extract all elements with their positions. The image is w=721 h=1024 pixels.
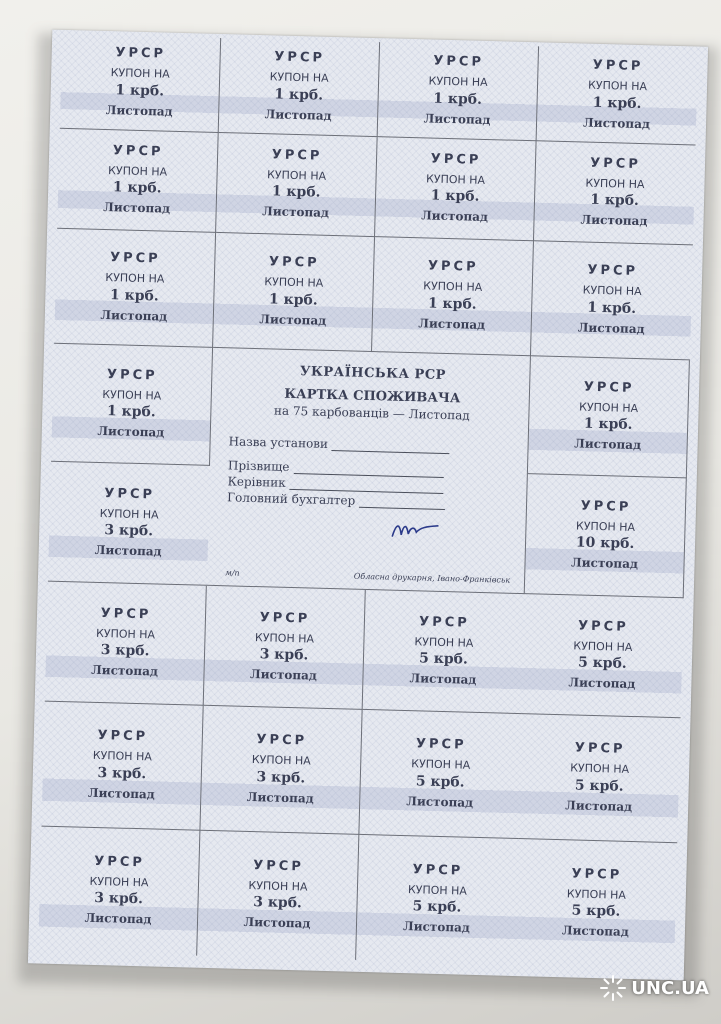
signature-icon <box>390 517 441 542</box>
coupon: УРСР КУПОН НА 5 крб. Листопад <box>518 714 680 843</box>
coupon: УРСР КУПОН НА 1 крб. Листопад <box>213 233 375 352</box>
coupon: УРСР КУПОН НА 3 крб. Листопад <box>48 462 210 586</box>
coupon: УРСР КУПОН НА 1 крб. Листопад <box>219 38 380 137</box>
coupon: УРСР КУПОН НА 3 крб. Листопад <box>45 582 207 706</box>
coupon: УРСР КУПОН НА 1 крб. Листопад <box>534 141 696 245</box>
coupon: УРСР КУПОН НА 3 крб. Листопад <box>197 831 359 960</box>
field-surname: Прізвище <box>228 458 513 479</box>
sunburst-icon <box>599 974 627 1002</box>
card-subtitle: на 75 карбованців — Листопад <box>273 403 470 423</box>
stamp-label: м/п <box>225 568 240 578</box>
coupon: УРСР КУПОН НА 5 крб. Листопад <box>515 839 677 968</box>
coupon: УРСР КУПОН НА 1 крб. Листопад <box>537 46 698 145</box>
card-title: КАРТКА СПОЖИВАЧА <box>284 386 461 407</box>
coupon: УРСР КУПОН НА 1 крб. Листопад <box>216 133 378 237</box>
field-head: Керівник <box>227 474 512 495</box>
coupon: УРСР КУПОН НА 5 крб. Листопад <box>363 590 525 714</box>
ration-coupon-sheet <box>28 30 708 981</box>
site-watermark <box>599 974 709 1002</box>
coupon: УРСР КУПОН НА 1 крб. Листопад <box>378 42 539 141</box>
watermark-text: UNC.UA <box>631 977 709 999</box>
card-footer <box>225 568 510 584</box>
coupon: УРСР КУПОН НА 1 крб. Листопад <box>372 237 534 356</box>
coupon: УРСР КУПОН НА 3 крб. Листопад <box>200 706 362 835</box>
coupon: УРСР КУПОН НА 1 крб. Листопад <box>375 137 537 241</box>
coupon: УРСР КУПОН НА 1 крб. Листопад <box>60 34 221 133</box>
coupon: УРСР КУПОН НА 1 крб. Листопад <box>528 356 690 478</box>
coupon: УРСР КУПОН НА 3 крб. Листопад <box>204 586 366 710</box>
coupon-grid <box>38 34 698 968</box>
coupon: УРСР КУПОН НА 3 крб. Листопад <box>41 702 203 831</box>
coupon: УРСР КУПОН НА 5 крб. Листопад <box>356 835 518 964</box>
printer-label: Обласна друкарня, Івано-Франківськ <box>353 571 511 585</box>
coupon: УРСР КУПОН НА 5 крб. Листопад <box>359 710 521 839</box>
field-accountant: Головний бухгалтер <box>227 490 512 511</box>
coupon: УРСР КУПОН НА 1 крб. Листопад <box>57 129 219 233</box>
coupon: УРСР КУПОН НА 5 крб. Листопад <box>522 594 684 718</box>
consumer-card <box>207 348 531 594</box>
coupon: УРСР КУПОН НА 10 крб. Листопад <box>525 474 687 598</box>
coupon: УРСР КУПОН НА 1 крб. Листопад <box>531 241 693 360</box>
card-heading: УКРАЇНСЬКА РСР <box>299 364 447 383</box>
field-institution: Назва установи <box>228 434 513 455</box>
coupon: УРСР КУПОН НА 1 крб. Листопад <box>54 229 216 348</box>
coupon: УРСР КУПОН НА 3 крб. Листопад <box>38 827 200 956</box>
coupon: УРСР КУПОН НА 1 крб. Листопад <box>51 344 213 466</box>
